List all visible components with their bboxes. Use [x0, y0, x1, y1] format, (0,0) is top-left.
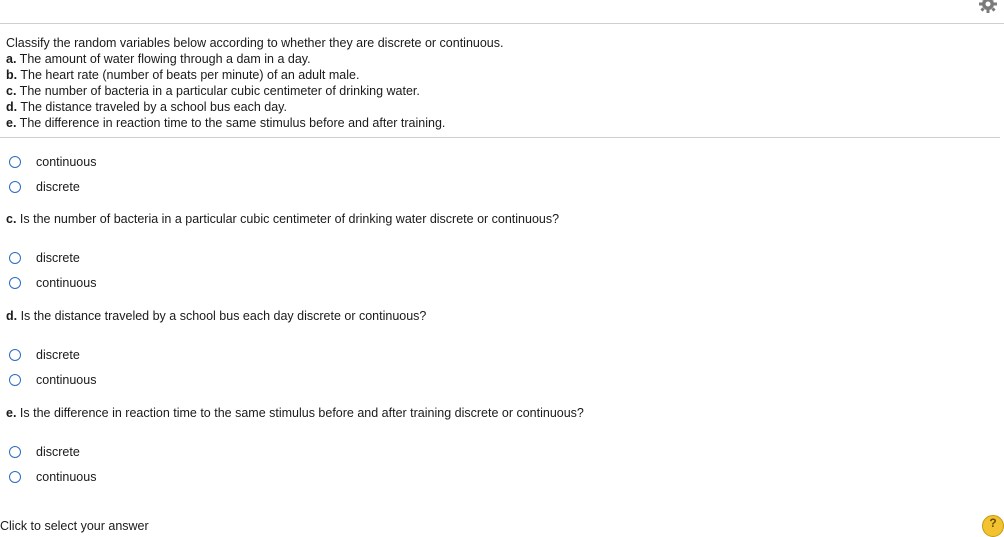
option-c-discrete[interactable]: [9, 250, 80, 266]
option-b-discrete[interactable]: [9, 179, 80, 195]
radio-circle-icon[interactable]: [9, 156, 21, 168]
option-label: discrete: [36, 251, 80, 265]
item-text: The amount of water flowing through a dam in a day.: [16, 52, 311, 66]
question-text: Is the distance traveled by a school bus each day discrete or continuous?: [17, 309, 427, 323]
item-letter: e.: [6, 116, 17, 130]
option-d-continuous[interactable]: [9, 372, 96, 388]
prompt-item-a: [6, 51, 503, 67]
question-prompt: [6, 35, 503, 131]
prompt-item-e: [6, 115, 503, 131]
question-c: [6, 211, 559, 227]
question-letter: e.: [6, 406, 17, 420]
question-letter: d.: [6, 309, 18, 323]
radio-circle-icon[interactable]: [9, 374, 21, 386]
item-text: The difference in reaction time to the same stimulus before and after training.: [16, 116, 446, 130]
question-text: Is the difference in reaction time to the same stimulus before and after training discrete or continuous?: [16, 406, 584, 420]
top-toolbar: [0, 0, 1004, 24]
question-letter: c.: [6, 212, 17, 226]
prompt-item-d: [6, 99, 503, 115]
radio-circle-icon[interactable]: [9, 277, 21, 289]
prompt-item-b: [6, 67, 503, 83]
radio-circle-icon[interactable]: [9, 181, 21, 193]
prompt-item-c: [6, 83, 503, 99]
option-e-continuous[interactable]: [9, 469, 96, 485]
question-text: Is the number of bacteria in a particular cubic centimeter of drinking water discrete or continuous?: [16, 212, 560, 226]
item-text: The distance traveled by a school bus each day.: [17, 100, 287, 114]
radio-circle-icon[interactable]: [9, 471, 21, 483]
question-d: [6, 308, 426, 324]
help-label: ?: [989, 516, 997, 530]
option-label: continuous: [36, 470, 97, 484]
item-letter: d.: [6, 100, 18, 114]
gear-icon[interactable]: [978, 0, 998, 14]
option-c-continuous[interactable]: [9, 275, 96, 291]
item-letter: a.: [6, 52, 17, 66]
option-label: continuous: [36, 155, 97, 169]
item-text: The heart rate (number of beats per minute) of an adult male.: [17, 68, 360, 82]
option-label: discrete: [36, 180, 80, 194]
option-label: discrete: [36, 348, 80, 362]
option-label: continuous: [36, 276, 97, 290]
item-letter: b.: [6, 68, 18, 82]
option-e-discrete[interactable]: [9, 444, 80, 460]
section-divider: [0, 137, 1000, 138]
item-letter: c.: [6, 84, 17, 98]
option-label: discrete: [36, 445, 80, 459]
prompt-intro: Classify the random variables below according to whether they are discrete or continuous.: [6, 36, 504, 50]
option-d-discrete[interactable]: [9, 347, 80, 363]
option-b-continuous[interactable]: [9, 154, 96, 170]
radio-circle-icon[interactable]: [9, 349, 21, 361]
question-e: [6, 405, 584, 421]
radio-circle-icon[interactable]: [9, 446, 21, 458]
item-text: The number of bacteria in a particular cubic centimeter of drinking water.: [16, 84, 420, 98]
help-icon[interactable]: [982, 515, 1004, 537]
radio-circle-icon[interactable]: [9, 252, 21, 264]
footer-hint: Click to select your answer: [0, 519, 149, 533]
option-label: continuous: [36, 373, 97, 387]
